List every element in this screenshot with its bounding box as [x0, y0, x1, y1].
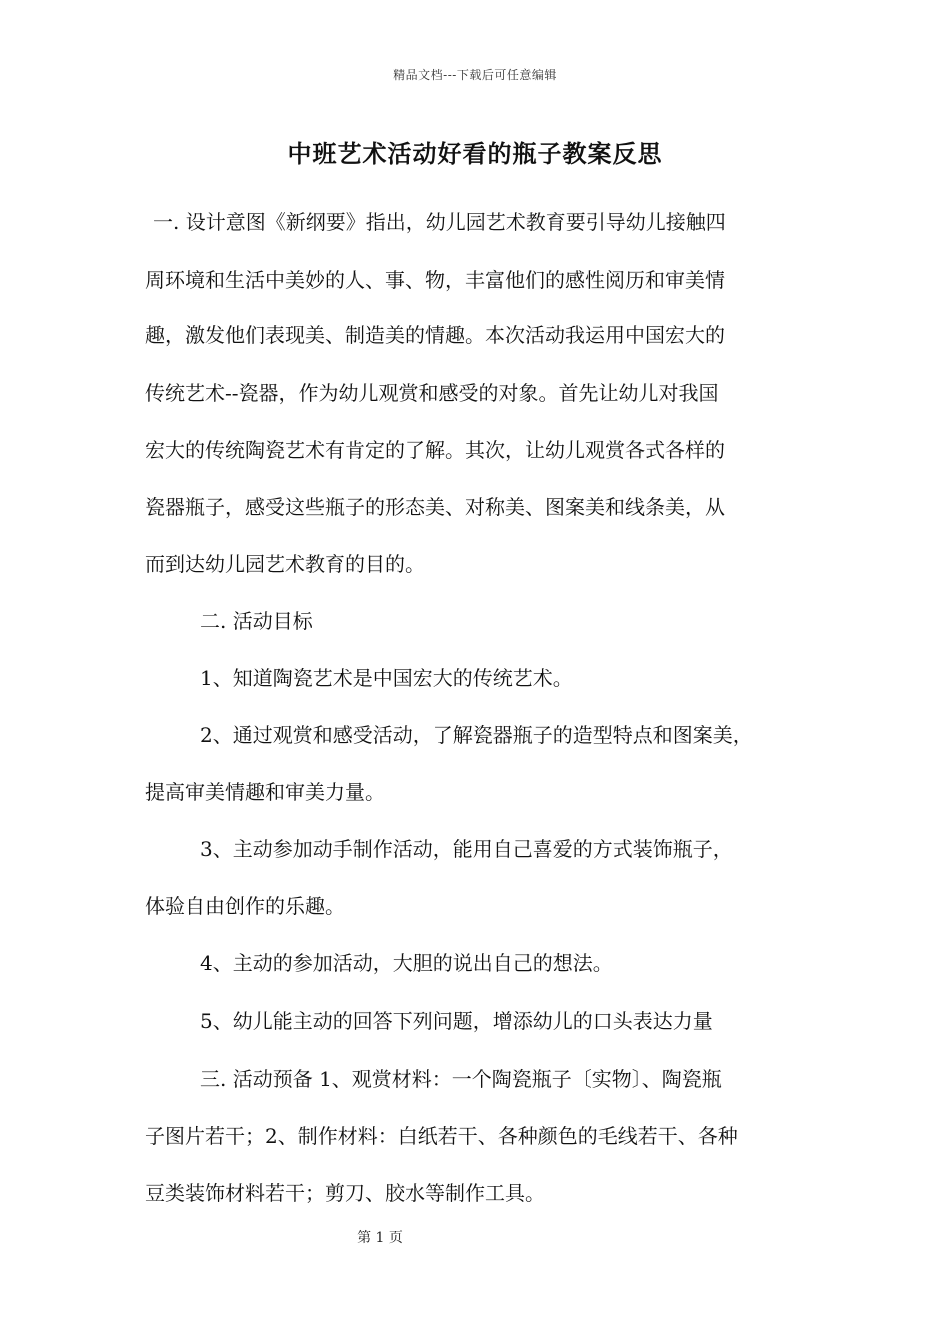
list-item: 5、幼儿能主动的回答下列问题，增添幼儿的口头表达力量 [200, 1009, 713, 1033]
list-item: 4、主动的参加活动，大胆的说出自己的想法。 [200, 951, 613, 975]
paragraph-line: 瓷器瓶子，感受这些瓶子的形态美、对称美、图案美和线条美，从 [145, 495, 725, 519]
document-title: 中班艺术活动好看的瓶子教案反思 [287, 139, 663, 168]
paragraph-line: 趣，激发他们表现美、制造美的情趣。本次活动我运用中国宏大的 [145, 323, 725, 347]
paragraph-line: 子图片若干；2、制作材料：白纸若干、各种颜色的毛线若干、各种 [145, 1124, 738, 1148]
paragraph-line: 豆类装饰材料若干；剪刀、胶水等制作工具。 [145, 1181, 545, 1205]
paragraph-line: 宏大的传统陶瓷艺术有肯定的了解。其次，让幼儿观赏各式各样的 [145, 438, 725, 462]
paragraph-line: 传统艺术--瓷器，作为幼儿观赏和感受的对象。首先让幼儿对我国 [145, 381, 719, 405]
paragraph-line: 而到达幼儿园艺术教育的目的。 [145, 552, 425, 576]
list-item: 3、主动参加动手制作活动，能用自己喜爱的方式装饰瓶子， [200, 837, 733, 861]
list-item: 2、通过观赏和感受活动，了解瓷器瓶子的造型特点和图案美， [200, 723, 753, 747]
paragraph-line: 周环境和生活中美妙的人、事、物，丰富他们的感性阅历和审美情 [145, 268, 725, 292]
list-item: 1、知道陶瓷艺术是中国宏大的传统艺术。 [200, 666, 573, 690]
paragraph-line: 一. 设计意图《新纲要》指出，幼儿园艺术教育要引导幼儿接触四 [153, 210, 726, 234]
paragraph-line: 体验自由创作的乐趣。 [145, 894, 345, 918]
section-heading: 三. 活动预备 1、观赏材料：一个陶瓷瓶子〔实物〕、陶瓷瓶 [200, 1067, 722, 1091]
section-heading: 二. 活动目标 [200, 609, 313, 633]
header-note: 精品文档---下载后可任意编辑 [393, 68, 557, 82]
page-number: 第 1 页 [357, 1230, 403, 1246]
paragraph-line: 提高审美情趣和审美力量。 [145, 780, 385, 804]
